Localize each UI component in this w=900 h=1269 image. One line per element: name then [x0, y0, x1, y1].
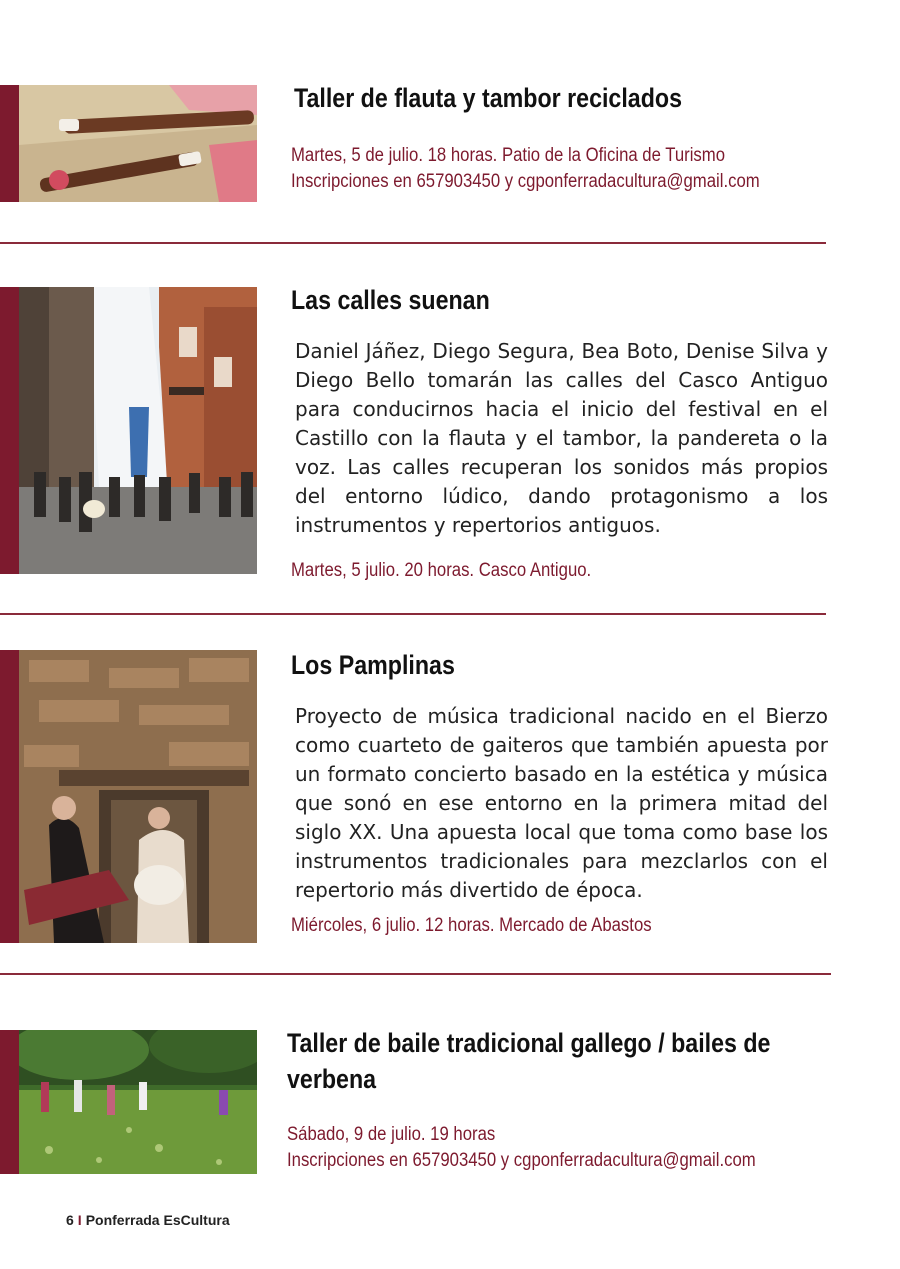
- event-registration: Inscripciones en 657903450 y cgponferradacultura@gmail.com: [291, 171, 760, 192]
- event-title: Las calles suenan: [291, 285, 490, 315]
- event-title: Taller de baile tradicional gallego / bailes de verbena: [287, 1028, 771, 1094]
- event-info: Miércoles, 6 julio. 12 horas. Mercado de Abastos: [291, 915, 652, 936]
- section-divider: [0, 613, 826, 615]
- event-info: Sábado, 9 de julio. 19 horas: [287, 1124, 496, 1145]
- event-info: Martes, 5 de julio. 18 horas. Patio de la Oficina de Turismo: [291, 145, 726, 166]
- accent-bar: [0, 1030, 19, 1174]
- event-registration: Inscripciones en 657903450 y cgponferradacultura@gmail.com: [287, 1150, 756, 1171]
- accent-bar: [0, 85, 19, 202]
- page-footer: [66, 1212, 230, 1228]
- accent-bar: [0, 650, 19, 943]
- dance-photo: [19, 1030, 257, 1174]
- event-description: Daniel Jáñez, Diego Segura, Bea Boto, Denise Silva y Diego Bello tomarán las calles del Casco Antiguo para conducirnos hacia el inicio del festival en el Castillo con la flauta y el tambor, la pandereta o la voz. Las calles recuperan los sonidos más propios del entorno lúdico, dando protagonismo a los instrumentos y repertorios antiguos.: [295, 339, 828, 537]
- musicians-photo: [19, 650, 257, 943]
- page-number: 6: [66, 1212, 74, 1228]
- event-title: Taller de flauta y tambor reciclados: [294, 83, 682, 113]
- accent-bar: [0, 287, 19, 574]
- event-description: Proyecto de música tradicional nacido en el Bierzo como cuarteto de gaiteros que también apuesta por un formato concierto basado en la estética y música que sonó en ese entorno en la primera mitad del siglo XX. Una apuesta local que toma como base los instrumentos tradicionales para mezclarlos con el repertorio más divertido de época.: [295, 704, 828, 902]
- publication-name: Ponferrada EsCultura: [85, 1212, 230, 1228]
- section-divider: [0, 242, 826, 244]
- street-photo: [19, 287, 257, 574]
- footer-separator: I: [77, 1212, 82, 1228]
- flute-photo: [19, 85, 257, 202]
- section-divider: [0, 973, 831, 975]
- event-title: Los Pamplinas: [291, 650, 455, 680]
- event-info: Martes, 5 julio. 20 horas. Casco Antiguo.: [291, 560, 592, 581]
